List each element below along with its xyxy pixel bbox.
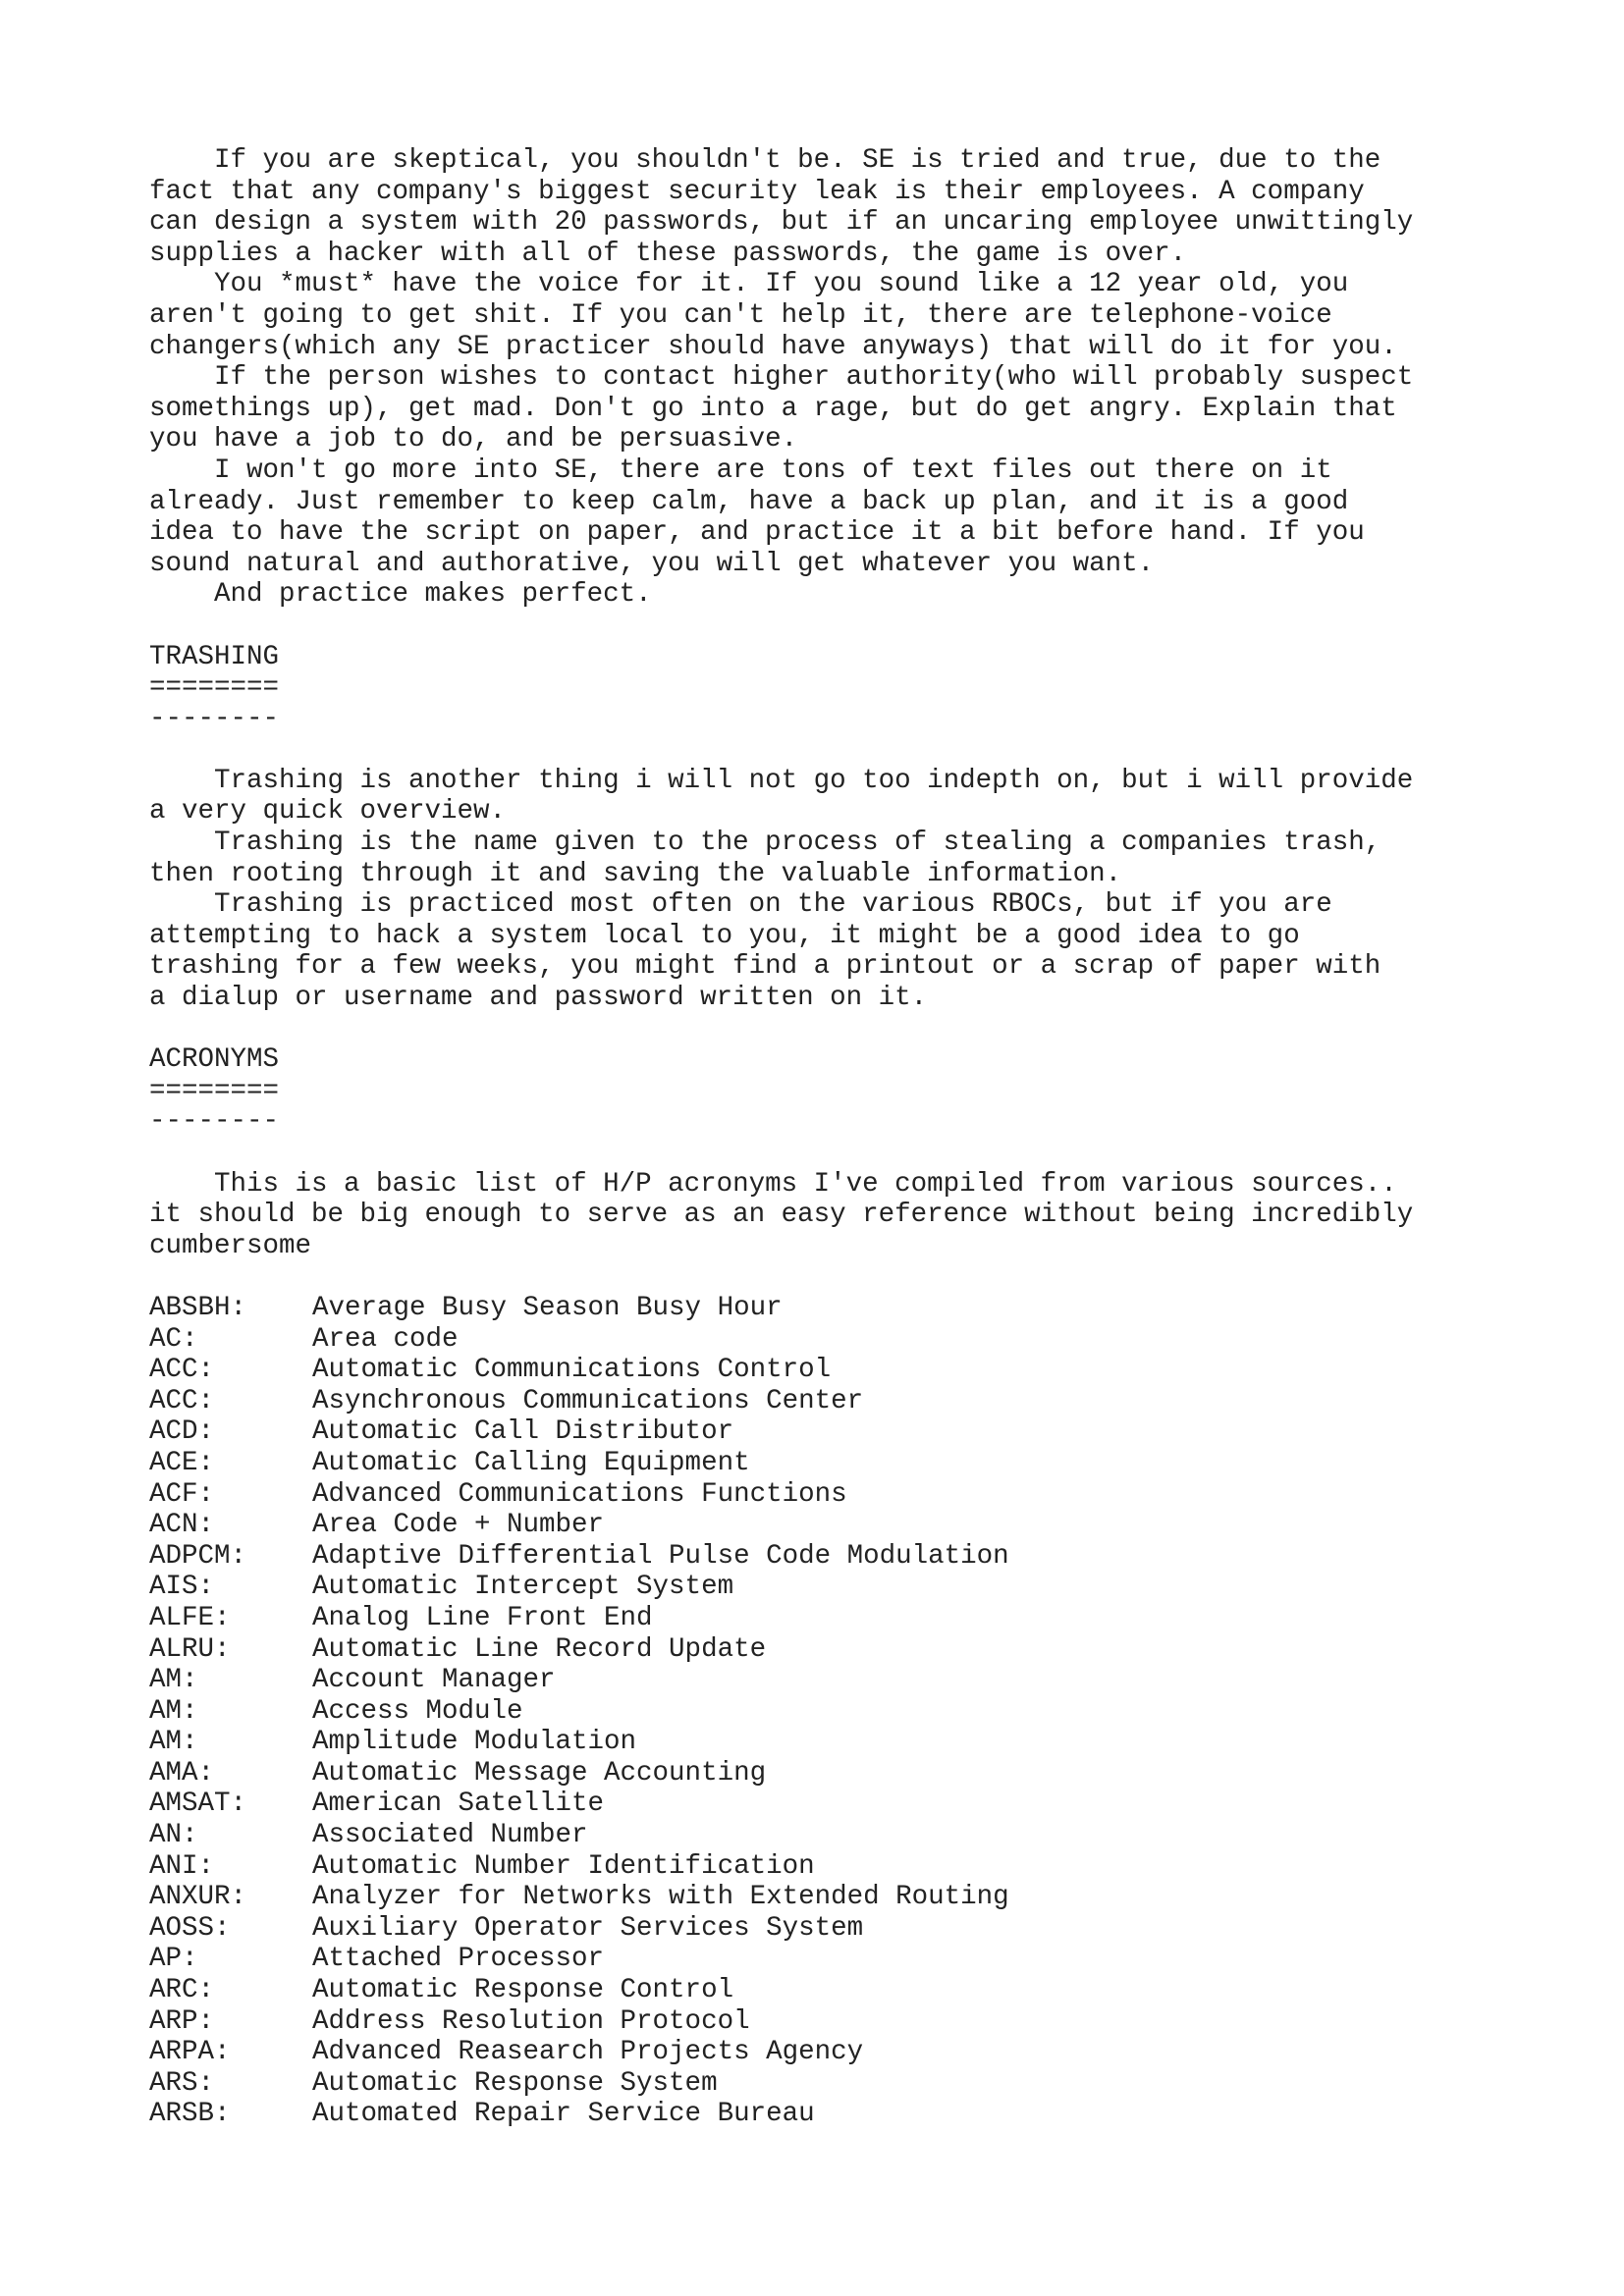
acronym-term: AIS:: [149, 1572, 215, 1603]
text-line: Trashing is practiced most often on the various RBOCs, but if you are: [149, 889, 1332, 921]
blank-line: [149, 611, 1524, 642]
text-line: then rooting through it and saving the valuable information.: [149, 858, 1122, 889]
acronym-row: [149, 1416, 1524, 1448]
acronym-row: [149, 1541, 1524, 1573]
acronym-meaning: Associated Number: [312, 1820, 588, 1851]
acronym-meaning: Auxiliary Operator Services System: [312, 1912, 864, 1944]
acronym-term: ALFE:: [149, 1602, 231, 1633]
acronym-meaning: Automatic Line Record Update: [312, 1633, 767, 1665]
text-line: can design a system with 20 passwords, but if an uncaring employee unwittingly: [149, 207, 1414, 239]
section-heading: TRASHING: [149, 641, 280, 672]
acronym-meaning: Automatic Call Distributor: [312, 1416, 734, 1448]
text-line: If you are skeptical, you shouldn't be. SE is tried and true, due to the: [149, 145, 1381, 176]
acronyms-section: [149, 1044, 1524, 2130]
acronym-row: [149, 1758, 1524, 1789]
acronym-meaning: Automatic Calling Equipment: [312, 1447, 750, 1478]
heading-rule-single: --------: [149, 1106, 280, 1138]
acronym-row: [149, 1696, 1524, 1728]
acronym-row: [149, 1944, 1524, 1975]
text-line: fact that any company's biggest security leak is their employees. A company: [149, 176, 1365, 207]
text-line: supplies a hacker with all of these passwords, the game is over.: [149, 238, 1187, 269]
acronym-term: AM:: [149, 1727, 198, 1758]
acronym-list: [149, 1293, 1524, 2130]
acronym-row: [149, 1510, 1524, 1541]
blank-line: [149, 1138, 1524, 1169]
trashing-section: [149, 642, 1524, 1014]
acronym-row: [149, 2099, 1524, 2130]
text-line: you have a job to do, and be persuasive.: [149, 424, 798, 455]
text-line: And practice makes perfect.: [149, 579, 652, 611]
text-line: a very quick overview.: [149, 796, 507, 828]
acronym-row: [149, 1851, 1524, 1883]
acronym-meaning: Advanced Communications Functions: [312, 1478, 847, 1510]
text-line: Trashing is the name given to the process of stealing a companies trash,: [149, 828, 1381, 859]
acronym-term: AM:: [149, 1695, 198, 1727]
acronym-term: AC:: [149, 1323, 198, 1355]
text-line: I won't go more into SE, there are tons of text files out there on it: [149, 454, 1332, 486]
acronym-term: ACC:: [149, 1355, 215, 1386]
blank-line: [149, 1014, 1524, 1045]
text-line: already. Just remember to keep calm, have a back up plan, and it is a good: [149, 486, 1349, 517]
acronym-meaning: Automatic Message Accounting: [312, 1757, 767, 1789]
heading-rule-single: --------: [149, 703, 280, 734]
acronym-meaning: Area Code + Number: [312, 1510, 605, 1541]
heading-rule-double: ========: [149, 1075, 280, 1106]
acronym-term: ANI:: [149, 1850, 215, 1882]
acronym-row: [149, 1913, 1524, 1945]
acronym-row: [149, 1975, 1524, 2006]
text-line: aren't going to get shit. If you can't help it, there are telephone-voice: [149, 299, 1332, 331]
acronym-row: [149, 1603, 1524, 1634]
acronym-term: AN:: [149, 1820, 198, 1851]
acronym-row: [149, 1789, 1524, 1820]
acronym-meaning: Amplitude Modulation: [312, 1727, 637, 1758]
acronym-term: ARC:: [149, 1975, 215, 2006]
text-line: attempting to hack a system local to you, it might be a good idea to go: [149, 920, 1300, 951]
acronym-row: [149, 1727, 1524, 1758]
acronym-meaning: Account Manager: [312, 1665, 556, 1696]
acronym-row: [149, 1386, 1524, 1417]
text-line: This is a basic list of H/P acronyms I've compiled from various sources..: [149, 1168, 1397, 1200]
acronym-term: ALRU:: [149, 1633, 231, 1665]
text-line: cumbersome: [149, 1230, 312, 1261]
text-line: idea to have the script on paper, and practice it a bit before hand. If you: [149, 517, 1365, 549]
acronym-meaning: Average Busy Season Busy Hour: [312, 1292, 783, 1323]
acronym-term: ARS:: [149, 2067, 215, 2099]
acronym-meaning: Automatic Response Control: [312, 1975, 734, 2006]
acronym-meaning: Automatic Communications Control: [312, 1355, 832, 1386]
acronym-meaning: Attached Processor: [312, 1944, 605, 1975]
acronym-term: ARSB:: [149, 2099, 231, 2130]
acronym-meaning: Analyzer for Networks with Extended Routing: [312, 1882, 1009, 1913]
text-line: You *must* have the voice for it. If you sound like a 12 year old, you: [149, 269, 1349, 300]
acronym-row: [149, 1355, 1524, 1386]
text-line: a dialup or username and password written on it.: [149, 983, 928, 1014]
text-line: If the person wishes to contact higher authority(who will probably suspect: [149, 362, 1414, 394]
acronym-term: ACN:: [149, 1510, 215, 1541]
acronym-row: [149, 1634, 1524, 1666]
acronym-meaning: Analog Line Front End: [312, 1602, 653, 1633]
acronym-row: [149, 1324, 1524, 1356]
text-line: trashing for a few weeks, you might find a printout or a scrap of paper with: [149, 951, 1381, 983]
acronym-row: [149, 1882, 1524, 1913]
acronym-meaning: Access Module: [312, 1695, 523, 1727]
acronym-term: AOSS:: [149, 1912, 231, 1944]
acronym-term: AP:: [149, 1944, 198, 1975]
acronym-row: [149, 1448, 1524, 1479]
acronym-row: [149, 2037, 1524, 2068]
text-line: sound natural and authorative, you will get whatever you want.: [149, 548, 1155, 579]
acronym-term: ARPA:: [149, 2037, 231, 2068]
acronym-term: ARP:: [149, 2005, 215, 2037]
acronym-term: ADPCM:: [149, 1540, 247, 1572]
acronym-term: ACF:: [149, 1478, 215, 1510]
acronym-meaning: Automatic Response System: [312, 2067, 718, 2099]
acronym-term: AM:: [149, 1665, 198, 1696]
acronym-row: [149, 1293, 1524, 1324]
acronym-row: [149, 2006, 1524, 2038]
acronym-row: [149, 1820, 1524, 1851]
acronym-row: [149, 1479, 1524, 1511]
acronym-meaning: Address Resolution Protocol: [312, 2005, 750, 2037]
blank-line: [149, 1261, 1524, 1293]
blank-line: [149, 734, 1524, 766]
acronym-meaning: Automatic Intercept System: [312, 1572, 734, 1603]
intro-text-block: [149, 145, 1524, 611]
acronym-term: ABSBH:: [149, 1292, 247, 1323]
acronym-term: ACD:: [149, 1416, 215, 1448]
acronym-meaning: American Satellite: [312, 1789, 605, 1820]
acronym-meaning: Asynchronous Communications Center: [312, 1385, 864, 1416]
acronym-meaning: Automatic Number Identification: [312, 1850, 815, 1882]
acronym-row: [149, 1572, 1524, 1603]
acronym-term: ANXUR:: [149, 1882, 247, 1913]
section-heading: ACRONYMS: [149, 1044, 280, 1076]
text-line: it should be big enough to serve as an easy reference without being incredibly: [149, 1200, 1414, 1231]
heading-rule-double: ========: [149, 672, 280, 704]
acronym-meaning: Automated Repair Service Bureau: [312, 2099, 815, 2130]
acronym-meaning: Area code: [312, 1323, 459, 1355]
acronym-meaning: Adaptive Differential Pulse Code Modulation: [312, 1540, 1009, 1572]
text-line: somethings up), get mad. Don't go into a rage, but do get angry. Explain that: [149, 393, 1397, 424]
text-line: changers(which any SE practicer should have anyways) that will do it for you.: [149, 331, 1397, 362]
acronym-term: AMA:: [149, 1757, 215, 1789]
acronym-term: ACC:: [149, 1385, 215, 1416]
acronym-row: [149, 1665, 1524, 1696]
document-page: [149, 145, 1524, 2130]
acronym-term: ACE:: [149, 1447, 215, 1478]
acronym-row: [149, 2068, 1524, 2100]
acronym-meaning: Advanced Reasearch Projects Agency: [312, 2037, 864, 2068]
acronym-term: AMSAT:: [149, 1789, 247, 1820]
text-line: Trashing is another thing i will not go too indepth on, but i will provide: [149, 765, 1414, 796]
